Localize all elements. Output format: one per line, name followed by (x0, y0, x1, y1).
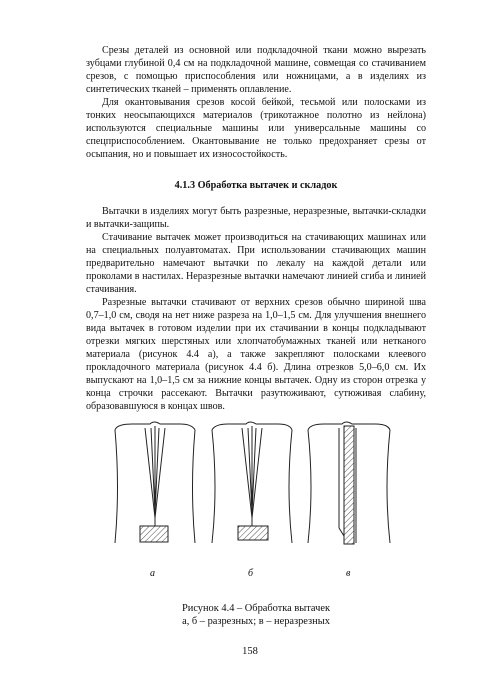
figure-label-a: а (150, 568, 155, 579)
diagram-b (212, 422, 292, 543)
diagram-a (115, 422, 195, 543)
paragraph-dart-stitching: Стачивание вытачек может производиться на стачивающих машинах или на специальных полуавтоматах. При использовании стачивающих машин предварительно намечают вытачки по лекалу на каждой детали или проколами в настилах. Неразрезные вытачки намечают линией сгиба и линией стачивания. (86, 232, 426, 295)
intro-text (86, 44, 426, 161)
figure-4-4 (110, 418, 400, 588)
paragraph-binding: Для окантовывания срезов косой бейкой, тесьмой или полосками из тонких неосыпающихся материалов (трикотажное полотно из нейлона) используются специальные машины или универсальные машины со спецприспособлением. Окантовывание не только предохраняет срезы от осыпания, но и повышает их износостойкость. (86, 97, 426, 160)
diagram-c (308, 422, 390, 544)
figure-label-b: б (248, 568, 254, 579)
paragraph-edge-cutting: Срезы деталей из основной или подкладочной ткани можно вырезать зубцами глубиной 0,4 см на подкладочной машине, совмещая со стачиванием срезов, с помощью приспособления или ножницами, а в изделиях из синтетических тканей – применять оплавление. (86, 45, 426, 95)
main-text (86, 205, 426, 413)
section-heading: 4.1.3 Обработка вытачек и складок (174, 180, 338, 191)
caption-title: Рисунок 4.4 – Обработка вытачек (181, 603, 330, 614)
paragraph-dart-types: Вытачки в изделиях могут быть разрезные, неразрезные, вытачки-складки и вытачки-защипы. (86, 206, 426, 230)
dart-diagrams (110, 418, 400, 588)
page-number: 158 (242, 646, 258, 657)
caption-subtitle: а, б – разрезных; в – неразрезных (182, 616, 330, 627)
figure-caption (86, 602, 426, 628)
paragraph-cut-darts: Разрезные вытачки стачивают от верхних срезов обычно шириной шва 0,7–1,0 см, сводя на нет ниже разреза на 1,0–1,5 см. Для улучшения внешнего вида вытачек в готовом изделии при их стачивании в концы подкладывают отрезки мягких шерстяных или хлопчатобумажных тканей или нетканого материала (рисунок 4.4 а), а также закрепляют полосками клеевого прокладочного материала (рисунок 4.4 б). Длина отрезков 5,0–6,0 см. Их выпускают на 1,0–1,5 см за нижние концы вытачек. Одну из сторон отрезка у конца строчки рассекают. Вытачки разутюживают, сутюживая слабину, образовавшуюся в концах швов. (86, 297, 426, 412)
figure-label-c: в (346, 568, 351, 579)
